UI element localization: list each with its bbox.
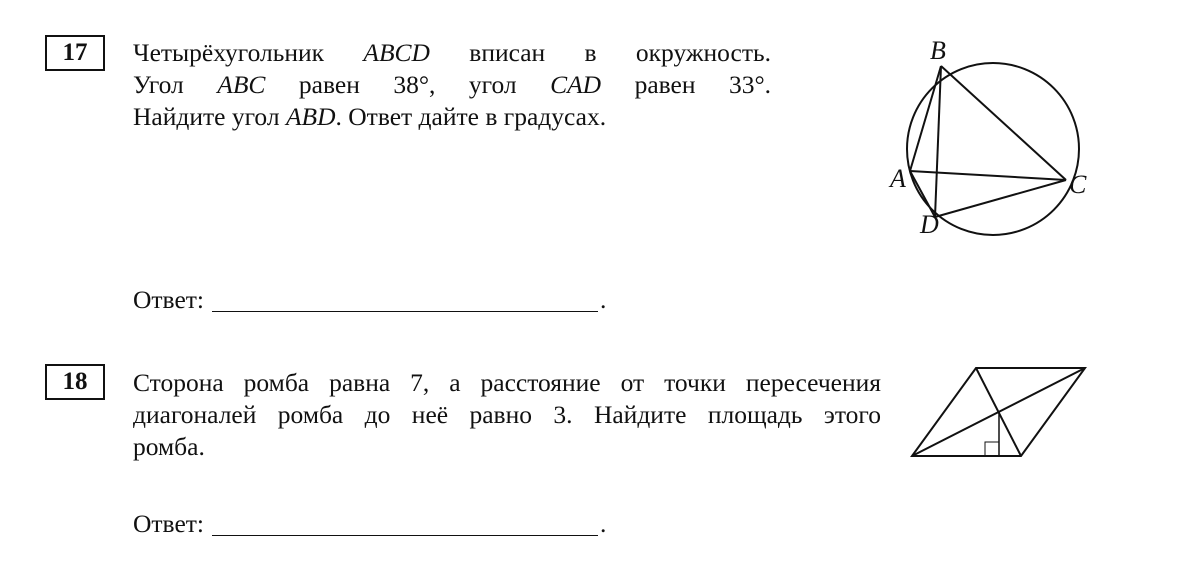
segment-cd: [935, 180, 1066, 217]
answer-period: .: [600, 509, 607, 538]
problem-18-line-3: ромба.: [133, 432, 205, 461]
diagonal-bd: [935, 66, 941, 217]
right-angle-mark: [985, 442, 999, 456]
problem-17-answer: [133, 285, 606, 315]
answer-label: Ответ:: [133, 509, 204, 538]
problem-18-line-2: диагоналей ромба до неё равно 3. Найдите площадь этого: [133, 400, 881, 429]
problem-18-answer: [133, 509, 606, 539]
answer-label: Ответ:: [133, 285, 204, 314]
vertex-label-c: C: [1069, 170, 1087, 199]
problem-17-text: [133, 37, 771, 133]
problem-18-line-1: Сторона ромба равна 7, а расстояние от точки пересечения: [133, 368, 881, 397]
answer-blank-17[interactable]: [212, 310, 598, 312]
problem-17-line-1: Четырёхугольник ABCD вписан в окружность.: [133, 38, 771, 67]
problem-18-text: [133, 367, 881, 463]
diagonal-ac: [910, 171, 1066, 180]
vertex-label-b: B: [930, 36, 946, 65]
vertex-label-a: A: [890, 164, 906, 193]
problem-17-number: 17: [45, 35, 105, 71]
segment-ab: [910, 66, 941, 171]
answer-blank-18[interactable]: [212, 534, 598, 536]
problem-18-figure: [905, 360, 1105, 470]
answer-period: .: [600, 285, 607, 314]
vertex-label-d: D: [920, 210, 939, 239]
problem-17-line-3: Найдите угол ABD. Ответ дайте в градусах.: [133, 102, 607, 131]
problem-18-number: 18: [45, 364, 105, 400]
problem-17-figure: [880, 35, 1100, 255]
problem-17-line-2: Угол ABC равен 38°, угол CAD равен 33°.: [133, 70, 772, 99]
